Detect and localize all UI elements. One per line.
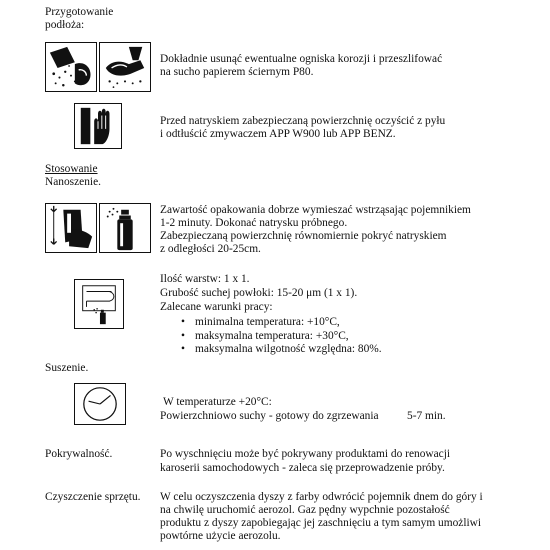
condition-humidity: • maksymalna wilgotność względna: 80%.: [173, 343, 382, 357]
shake-can-icon: [45, 203, 97, 253]
cleaning-line2: na chwilę uruchomić aerozol. Gaz pędny wypchnie pozostałość: [160, 504, 450, 516]
prep-step1-line1: Dokładnie usunąć ewentualne ogniska korozji i przeszlifować: [160, 53, 443, 65]
conditions-label: Zalecane warunki pracy:: [160, 301, 273, 313]
drying-time: 5-7 min.: [407, 410, 446, 422]
conditions-list: [173, 316, 382, 357]
application-subheading: Nanoszenie.: [45, 176, 101, 188]
drying-line2: Powierzchniowo suchy - gotowy do zgrzewania: [160, 410, 379, 422]
cleaning-line3: produktu z dyszy zapobiegając jej zaschnięciu a tym samym umożliwi: [160, 517, 482, 529]
cleaning-label: Czyszczenie sprzętu.: [45, 491, 141, 503]
sanding-rust-icon: [45, 42, 97, 92]
thickness-text: Grubość suchej powłoki: 15-20 μm (1 x 1).: [160, 287, 358, 299]
application-step1-line2: 1-2 minuty. Dokonać natrysku próbnego.: [160, 217, 348, 229]
cleaning-line1: W celu oczyszczenia dyszy z farby odwrócić pojemnik dnem do góry i: [160, 491, 483, 503]
cleaning-hand-icon: [74, 103, 122, 149]
application-heading: Stosowanie: [45, 163, 98, 175]
prep-step2-line1: Przed natryskiem zabezpieczaną powierzchnię oczyścić z pyłu: [160, 115, 446, 127]
prep-step1-line2: na sucho papierem ściernym P80.: [160, 66, 314, 78]
overcoat-label: Pokrywalność.: [45, 448, 113, 460]
condition-max-temp: • maksymalna temperatura: +30°C,: [173, 330, 382, 344]
prep-heading-line1: Przygotowanie: [45, 6, 114, 18]
prep-step2-line2: i odtłuścić zmywaczem APP W900 lub APP BENZ.: [160, 128, 396, 140]
drying-line1: W temperaturze +20°C:: [163, 396, 272, 408]
cleaning-line4: powtórne użycie aerozolu.: [160, 530, 281, 542]
overcoat-line1: Po wyschnięciu może być pokrywany produktami do renowacji: [160, 448, 451, 460]
application-step1-line1: Zawartość opakowania dobrze wymieszać wstrząsając pojemnikiem: [160, 204, 471, 216]
spray-can-icon: [99, 203, 151, 253]
condition-min-temp: • minimalna temperatura: +10°C,: [173, 316, 382, 330]
clock-icon: [74, 383, 126, 425]
overcoat-line2: karoserii samochodowych - zaleca się przeprowadzenie próby.: [160, 462, 445, 474]
spray-test-panel-icon: [74, 279, 124, 329]
layers-text: Ilość warstw: 1 x 1.: [160, 273, 250, 285]
drying-heading: Suszenie.: [45, 362, 89, 374]
application-step1-line3: Zabezpieczaną powierzchnię równomiernie pokryć natryskiem: [160, 230, 447, 242]
scraper-paper-icon: [99, 42, 151, 92]
application-step1-line4: z odległości 20-25cm.: [160, 243, 261, 255]
prep-heading-line2: podłoża:: [45, 19, 85, 31]
